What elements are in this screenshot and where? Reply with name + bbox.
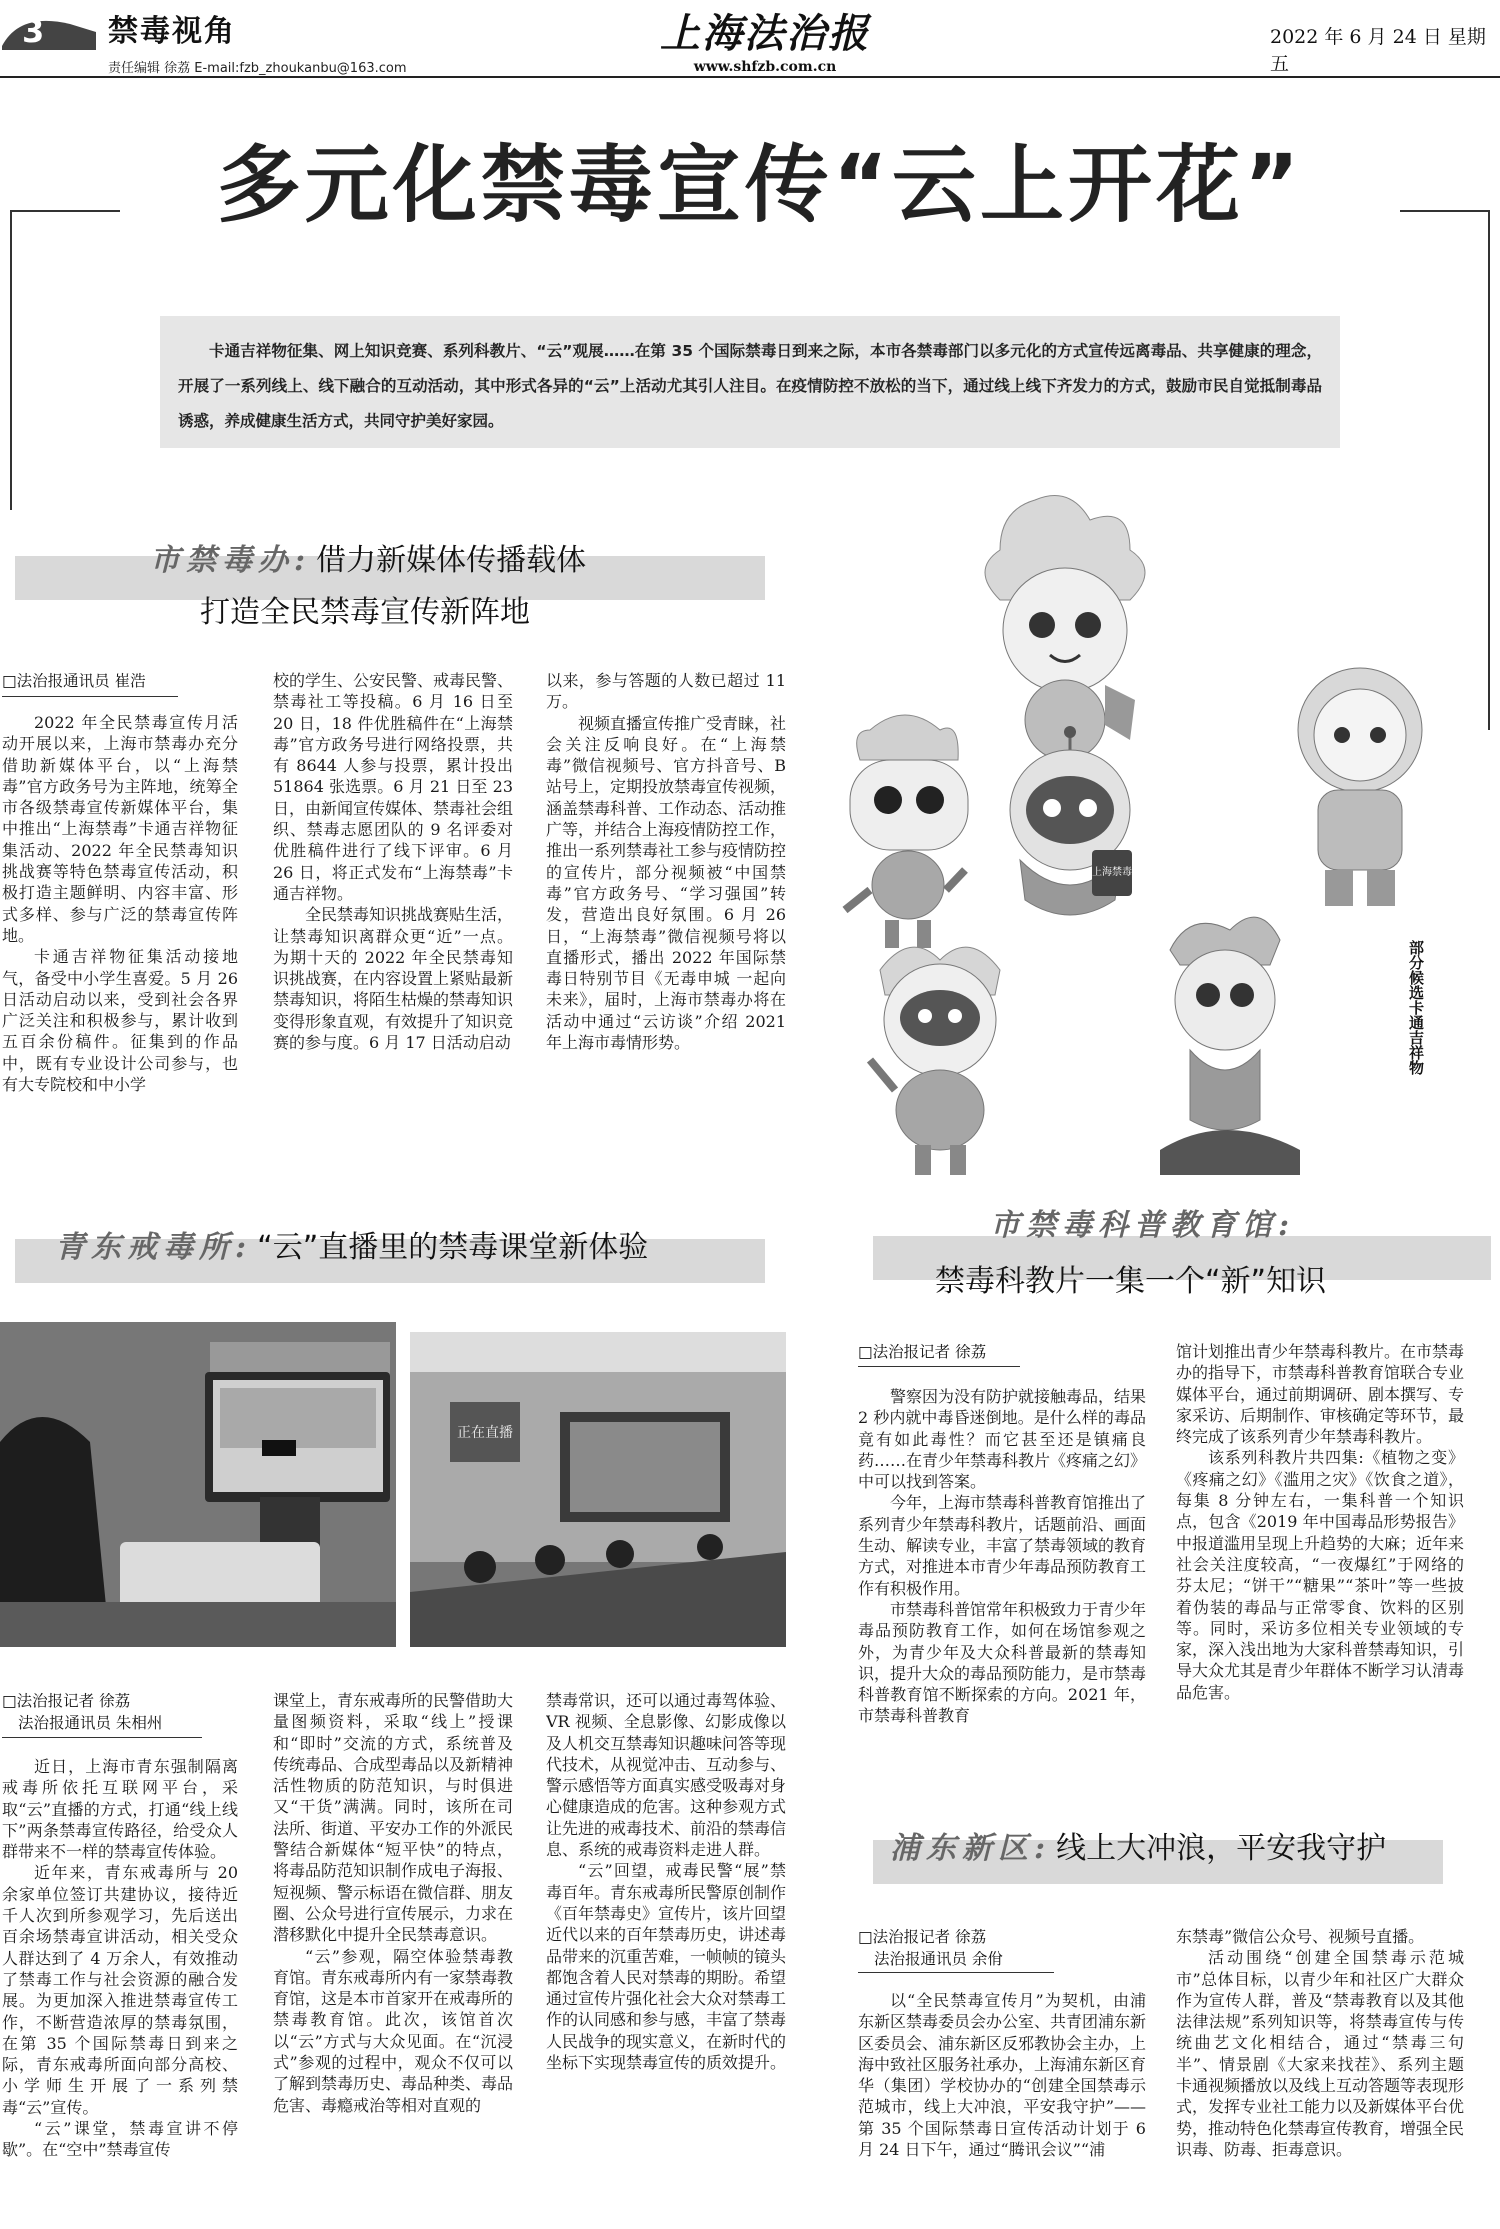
paragraph: “云”参观，隔空体验禁毒教育馆。青东戒毒所内有一家禁毒教育馆，这是本市首家开在戒毒所的禁毒教育馆。此次，该馆首次以“云”方式与大众见面。在“沉浸式”参观的过程中，观众不仅可以了解到禁毒历史、毒品种类、毒品危害、毒瘾戒治等相对直观的 xyxy=(273,1946,513,2115)
article2-col1 xyxy=(2,1756,238,2224)
paragraph: 以来，参与答题的人数已超过 11 万。 xyxy=(546,671,786,712)
page-number-tab xyxy=(0,10,98,54)
article2-byline xyxy=(2,1690,262,1734)
mascot-illustration xyxy=(830,490,1470,1190)
article4-lead: 浦东新区: xyxy=(890,1831,1052,1866)
byline-reporter: □法治报记者 徐荔 xyxy=(2,1692,131,1710)
article3-col1 xyxy=(858,1386,1146,1766)
paragraph: 东禁毒”微信公众号、视频号直播。 xyxy=(1176,1927,1425,1946)
byline-correspondent: 法治报通讯员 朱相州 xyxy=(18,1714,163,1732)
article1-byline-rule xyxy=(2,696,178,697)
mascot-tulip-robot xyxy=(845,715,968,948)
article4-title: 线上大冲浪，平安我守护 xyxy=(1056,1831,1387,1866)
article3-col2 xyxy=(1176,1341,1464,1766)
mascot-badge-text: 上海禁毒 xyxy=(1092,867,1132,878)
paragraph: 市禁毒科普馆常年积极致力于青少年毒品预防教育工作，如何在场馆参观之外，为青少年及大众科普最新的禁毒知识，提升大众的毒品预防能力，是市禁毒科普教育馆不断探索的方向。2021 年，市禁毒科普教育 xyxy=(858,1599,1146,1726)
paragraph: 今年，上海市禁毒科普教育馆推出了系列青少年禁毒科教片，话题前沿、画面生动、解读专业，丰富了禁毒领域的教育方式，对推进本市青少年毒品预防教育工作有积极作用。 xyxy=(858,1493,1146,1598)
article2-col2 xyxy=(273,1690,513,2224)
paragraph: 全民禁毒知识挑战赛贴生活，让禁毒知识离群众更“近”一点。为期十天的 2022 年全民禁毒知识挑战赛，在内容设置上紧贴最新禁毒知识，将陌生枯燥的禁毒知识变得形象直观，有效提升了知识竞赛的参与度。6 月 17 日活动启动 xyxy=(273,905,513,1053)
article1-col1 xyxy=(2,712,238,1188)
headline-frame-right-vertical xyxy=(1488,210,1490,730)
mascot-astronaut xyxy=(1298,668,1422,906)
article1-byline xyxy=(2,670,262,692)
article2-heading xyxy=(55,1222,648,1266)
article4-byline xyxy=(858,1926,1138,1970)
headline-frame-left-vertical xyxy=(10,210,12,510)
article1-col3 xyxy=(546,670,786,1188)
photo-livestream-laptop xyxy=(0,1322,396,1647)
paragraph: 近年来，青东戒毒所与 20 余家单位签订共建协议，接待近千人次到所参观学习，先后送出百余场禁毒宣讲活动，相关受众人群达到了 4 万余人，有效推动了禁毒工作与社会资源的融合发展。为更加深入推进禁毒宣传工作，不断营造浓厚的禁毒氛围，在第 35 个国际禁毒日到来之际，青东戒毒所面向部分高校、小学师生开展了一系列禁毒“云”宣传。 xyxy=(2,1863,238,2117)
page-number: 3 xyxy=(22,12,45,50)
paragraph: 警察因为没有防护就接触毒品，结果 2 秒内就中毒昏迷倒地。是什么样的毒品竟有如此毒性？而它甚至还是镇痛良药……在青少年禁毒科教片《疼痛之幻》中可以找到答案。 xyxy=(858,1387,1146,1492)
article1-lead: 市禁毒办: xyxy=(150,543,312,578)
article1-title1: 借力新媒体传播载体 xyxy=(316,543,587,578)
article3-byline xyxy=(858,1341,1118,1363)
article1-col2 xyxy=(273,670,513,1188)
byline-correspondent: 法治报通讯员 余佾 xyxy=(874,1950,1003,1968)
article4-col2 xyxy=(1176,1926,1464,2226)
paragraph: “云”回望，戒毒民警“展”禁毒百年。青东戒毒所民警原创制作《百年禁毒史》宣传片，该片回望近代以来的百年禁毒历史，讲述毒品带来的沉重苦难，一帧帧的镜头都饱含着人民对禁毒的期盼。希望通过宣传片强化社会大众对禁毒工作的认同感和参与感，丰富了禁毒人民战争的现实意义，在新时代的坐标下实现禁毒宣传的质效提升。 xyxy=(546,1861,786,2073)
mascot-drawings xyxy=(830,490,1470,1190)
paragraph: 该系列科教片共四集:《植物之变》《疼痛之幻》《滥用之灾》《饮食之道》，每集 8 分钟左右，一集科普一个知识点，包含《2019 年中国毒品形势报告》中报道滥用呈现上升趋势的大麻；近年来社会关注度较高，“一夜爆红”于网络的芬太尼；“饼干”“糖果”“茶叶”等一些披着伪装的毒品与正常零食、饮料的区别等。同时，采访多位相关专业领域的专家，深入浅出地为大家科普禁毒知识，引导大众尤其是青少年群体不断学习认清毒品危害。 xyxy=(1176,1448,1464,1702)
article2-byline-rule xyxy=(2,1737,202,1738)
photo-meeting-room xyxy=(410,1332,786,1647)
article2-lead: 青东戒毒所: xyxy=(55,1230,253,1265)
section-name: 禁毒视角 xyxy=(108,14,236,49)
article3-title: 禁毒科教片一集一个“新”知识 xyxy=(935,1264,1327,1299)
mascot-flower-top xyxy=(985,496,1145,761)
article1-heading xyxy=(150,535,586,579)
byline-reporter: □法治报通讯员 崔浩 xyxy=(2,672,146,690)
headline-frame-right xyxy=(1400,210,1490,212)
paragraph: 2022 年全民禁毒宣传月活动开展以来，上海市禁毒办充分借助新媒体平台，以“上海禁毒”官方政务号为主阵地，统筹全市各级禁毒宣传新媒体平台，集中推出“上海禁毒”卡通吉祥物征集活动、2022 年全民禁毒知识挑战赛等特色禁毒宣传活动，积极打造主题鲜明、内容丰富、形式多样、参与广泛的禁毒宣传阵地。 xyxy=(2,713,238,945)
website: www.shfzb.com.cn xyxy=(693,59,837,75)
byline-reporter: □法治报记者 徐荔 xyxy=(858,1343,987,1361)
masthead: 上海法治报 xyxy=(660,10,870,57)
photo-sign-text: 正在直播 xyxy=(457,1425,513,1441)
paragraph: 课堂上，青东戒毒所的民警借助大量图频资料，采取“线上”授课和“即时”交流的方式，系统普及传统毒品、合成型毒品以及新精神活性物质的防范知识，与时俱进又“干货”满满。同时，该所在司法所、街道、平安办工作的外派民警结合新媒体“短平快”的特点，将毒品防范知识制作成电子海报、短视频、警示标语在微信群、朋友圈、公众号进行宣传展示，力求在潜移默化中提升全民禁毒意识。 xyxy=(273,1691,513,1945)
mascot-lotus xyxy=(870,947,1000,1175)
article1-title2: 打造全民禁毒宣传新阵地 xyxy=(200,595,530,630)
photo-meeting-scene xyxy=(410,1332,786,1647)
photo-laptop-scene xyxy=(0,1322,396,1647)
paragraph: 卡通吉祥物征集活动接地气，备受中小学生喜爱。5 月 26 日活动启动以来，受到社会各界广泛关注和积极参与，累计收到五百余份稿件。征集到的作品中，既有专业设计公司参与，也有大专院校和中小学 xyxy=(2,947,238,1095)
article4-byline-rule xyxy=(858,1972,1054,1973)
header-rule xyxy=(0,76,1500,78)
article2-col3 xyxy=(546,1690,786,2224)
paragraph: 近日，上海市青东强制隔离戒毒所依托互联网平台，采取“云”直播的方式，打通“线上线下”两条禁毒宣传路径，给受众人群带来不一样的禁毒宣传体验。 xyxy=(2,1757,238,1862)
mascot-swirl-hair xyxy=(1160,917,1300,1175)
byline-reporter: □法治报记者 徐荔 xyxy=(858,1928,987,1946)
lede-text: 卡通吉祥物征集、网上知识竞赛、系列科教片、“云”观展……在第 35 个国际禁毒日到来之际，本市各禁毒部门以多元化的方式宣传远离毒品、共享健康的理念，开展了一系列线上、线下融合的互动活动，其中形式各异的“云”上活动尤其引人注目。在疫情防控不放松的当下，通过线上线下齐发力的方式，鼓励市民自觉抵制毒品诱惑，养成健康生活方式，共同守护美好家园。 xyxy=(178,342,1322,430)
headline-frame-left xyxy=(10,210,120,212)
paragraph: 馆计划推出青少年禁毒科教片。在市禁毒办的指导下，市禁毒科普教育馆联合专业媒体平台，通过前期调研、剧本撰写、专家采访、后期制作、审核确定等环节，最终完成了该系列青少年禁毒科教片。 xyxy=(1176,1342,1464,1447)
headline: 多元化禁毒宣传“云上开花” xyxy=(216,136,1304,234)
paragraph: 校的学生、公安民警、戒毒民警、禁毒社工等投稿。6 月 16 日至 20 日，18 件优胜稿件在“上海禁毒”官方政务号进行网络投票，共有 8644 人参与投票，累计投出 51864 张选票。6 月 21 日至 23 日，由新闻宣传媒体、禁毒社会组织、禁毒志愿团队的 9 名评委对优胜稿件进行了线下评审。6 月 26 日，将正式发布“上海禁毒”卡通吉祥物。 xyxy=(273,671,513,903)
article4-heading xyxy=(890,1823,1386,1867)
mascot-caption: 部分候选卡通吉祥物 xyxy=(1407,940,1425,1075)
mascot-round-robot xyxy=(1010,726,1132,915)
paragraph: “云”课堂，禁毒宣讲不停歇”。在“空中”禁毒宣传 xyxy=(2,2119,238,2160)
paragraph: 禁毒常识，还可以通过毒驾体验、VR 视频、全息影像、幻影成像以及人机交互禁毒知识趣味问答等现代技术，从视觉冲击、互动参与、警示感悟等方面真实感受吸毒对身心健康造成的危害。这种参观方式让先进的戒毒技术、前沿的禁毒信息、系统的戒毒资料走进人群。 xyxy=(546,1691,786,1860)
issue-date: 2022 年 6 月 24 日 星期五 xyxy=(1270,26,1486,75)
editor-line: 责任编辑 徐荔 E-mail:fzb_zhoukanbu@163.com xyxy=(108,61,407,76)
article2-title: “云”直播里的禁毒课堂新体验 xyxy=(257,1230,649,1265)
article3-byline-rule xyxy=(858,1366,1020,1367)
paragraph: 视频直播宣传推广受青睐，社会关注反响良好。在“上海禁毒”微信视频号、官方抖音号、B 站号上，定期投放禁毒宣传视频，涵盖禁毒科普、工作动态、活动推广等，并结合上海疫情防控工作，推出一系列禁毒社工参与疫情防控的宣传片，部分视频被“中国禁毒”官方政务号、“学习强国”转发，营造出良好氛围。6 月 26 日，“上海禁毒”微信视频号将以直播形式，播出 2022 年国际禁毒日特别节目《无毒申城 一起向未来》，届时，上海市禁毒办将在活动中通过“云访谈”介绍 2021 年上海市毒情形势。 xyxy=(546,713,786,1053)
paragraph: 活动围绕“创建全国禁毒示范城市”总体目标，以青少年和社区广大群众作为宣传人群，普及“禁毒教育以及其他法律法规”系列知识等，将禁毒宣传与传统曲艺文化相结合，通过“禁毒三句半”、情景剧《大家来找茬》、系列主题卡通视频播放以及线上互动答题等表现形式，发挥专业社工能力以及新媒体平台优势，推动特色化禁毒宣传教育，增强全民识毒、防毒、拒毒意识。 xyxy=(1176,1948,1464,2159)
article3-lead: 市禁毒科普教育馆: xyxy=(990,1208,1296,1243)
paragraph: 以“全民禁毒宣传月”为契机，由浦东新区禁毒委员会办公室、共青团浦东新区委员会、浦东新区反邪教协会主办，上海中致社区服务社承办，上海浦东新区育华（集团）学校协办的“创建全国禁毒示范城市，线上大冲浪，平安我守护”——第 35 个国际禁毒日宣传活动计划于 6 月 24 日下午，通过“腾讯会议”“浦 xyxy=(858,1991,1146,2160)
page-tab-shape xyxy=(0,10,98,54)
article4-col1 xyxy=(858,1990,1146,2226)
